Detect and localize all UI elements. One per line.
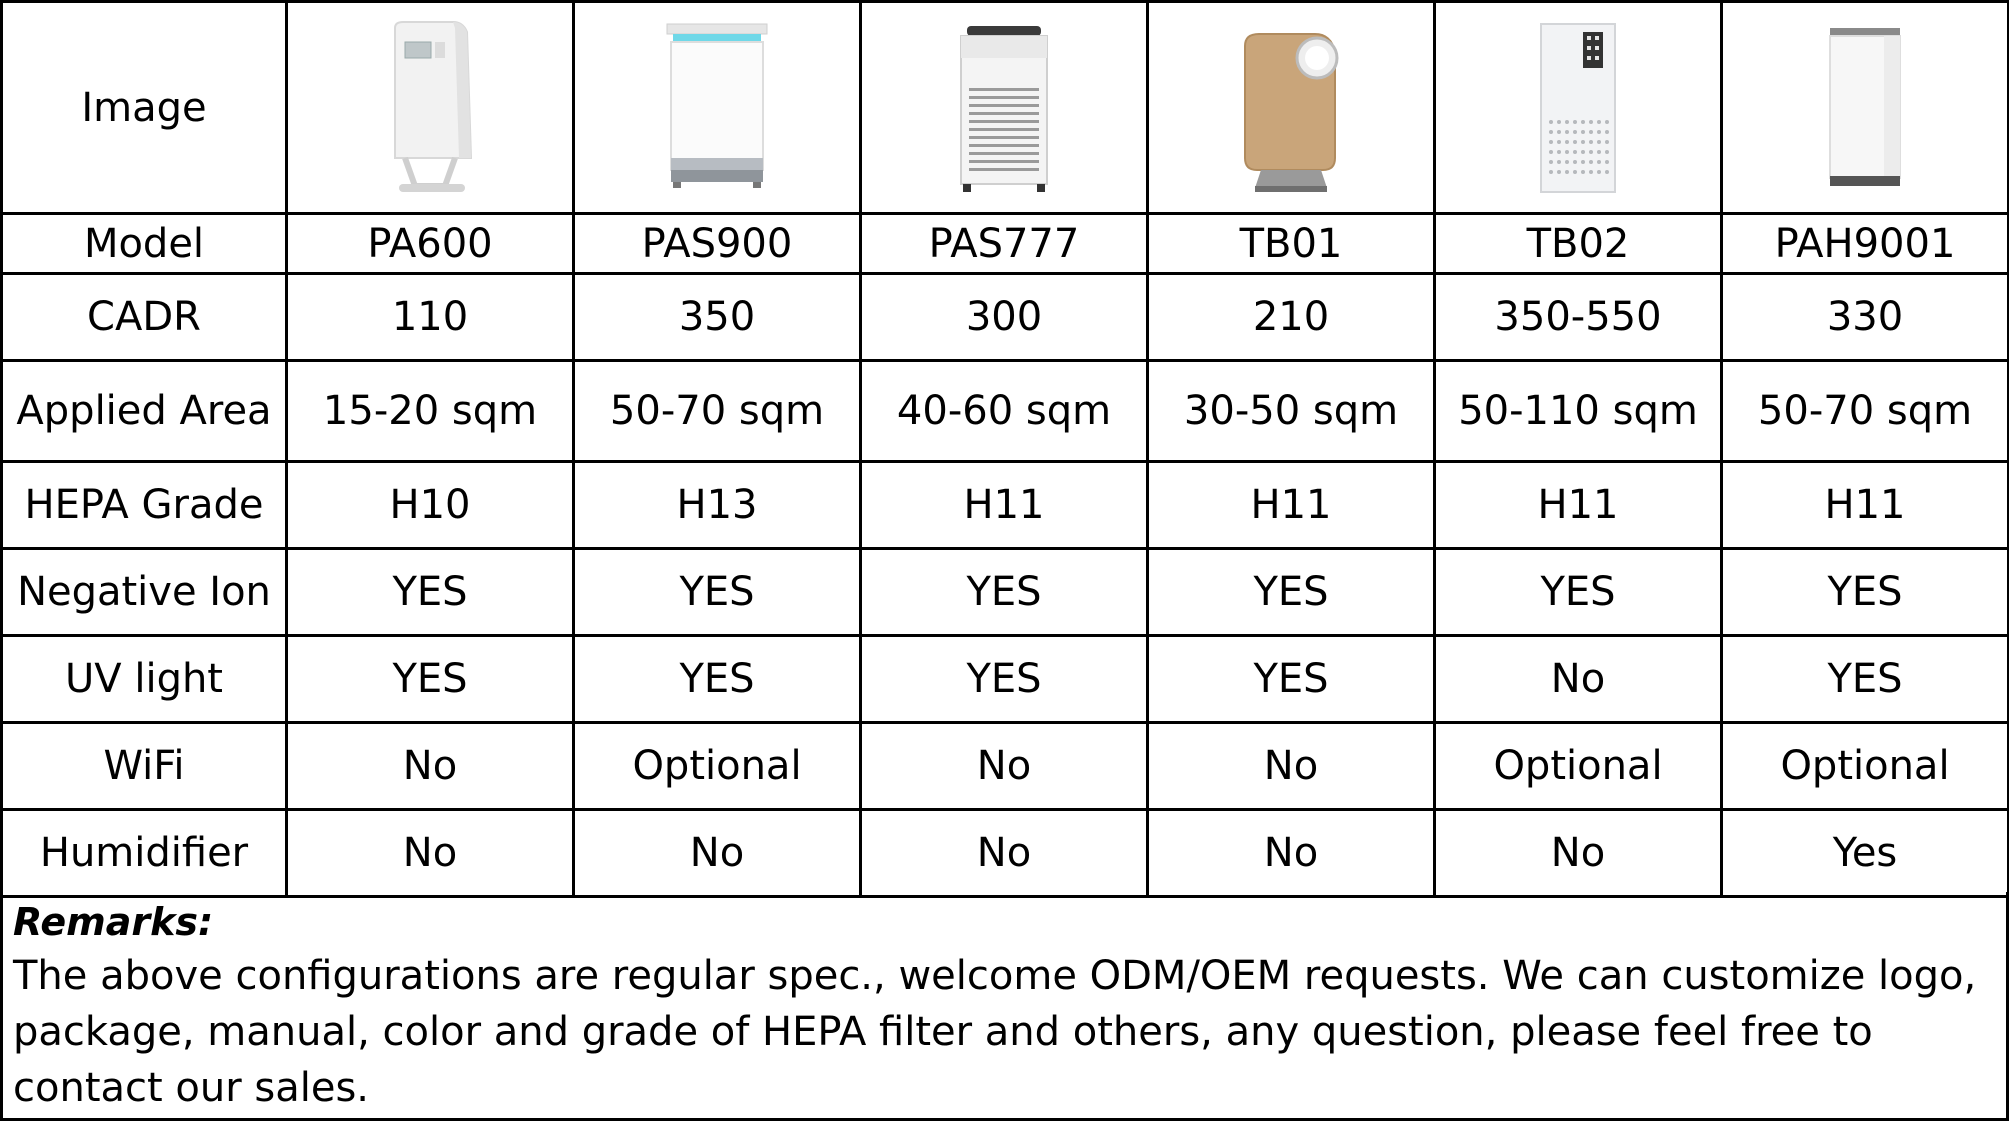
row-label-negative-ion: Negative Ion	[2, 549, 287, 636]
wifi-cell: No	[287, 723, 574, 810]
wifi-cell: Optional	[1722, 723, 2009, 810]
row-label-wifi: WiFi	[2, 723, 287, 810]
uv-light-cell: No	[1435, 636, 1722, 723]
row-label-applied-area: Applied Area	[2, 361, 287, 462]
air-purifier-tb01-icon	[1231, 18, 1351, 198]
model-cell: PAS777	[861, 214, 1148, 274]
humidifier-row	[2, 810, 2009, 897]
model-cell: PAH9001	[1722, 214, 2009, 274]
air-purifier-pas777-icon	[949, 18, 1059, 198]
humidifier-cell: No	[1148, 810, 1435, 897]
applied-area-cell: 30-50 sqm	[1148, 361, 1435, 462]
hepa-grade-cell: H11	[861, 462, 1148, 549]
row-label-cadr: CADR	[2, 274, 287, 361]
product-image-cell	[1722, 2, 2009, 214]
air-purifier-pa600-icon	[375, 18, 485, 198]
product-image-cell	[861, 2, 1148, 214]
applied-area-cell: 50-110 sqm	[1435, 361, 1722, 462]
hepa-grade-cell: H11	[1435, 462, 1722, 549]
applied-area-cell: 15-20 sqm	[287, 361, 574, 462]
air-purifier-pas900-icon	[657, 18, 777, 198]
hepa-grade-row	[2, 462, 2009, 549]
uv-light-cell: YES	[1722, 636, 2009, 723]
cadr-cell: 110	[287, 274, 574, 361]
applied-area-cell: 50-70 sqm	[1722, 361, 2009, 462]
hepa-grade-cell: H10	[287, 462, 574, 549]
product-image-cell	[1435, 2, 1722, 214]
model-cell: PAS900	[574, 214, 861, 274]
cadr-cell: 350-550	[1435, 274, 1722, 361]
uv-light-cell: YES	[861, 636, 1148, 723]
humidifier-cell: Yes	[1722, 810, 2009, 897]
cadr-cell: 350	[574, 274, 861, 361]
hepa-grade-cell: H13	[574, 462, 861, 549]
product-image-cell	[1148, 2, 1435, 214]
humidifier-cell: No	[1435, 810, 1722, 897]
cadr-cell: 300	[861, 274, 1148, 361]
model-row	[2, 214, 2009, 274]
negative-ion-row	[2, 549, 2009, 636]
product-image-cell	[574, 2, 861, 214]
humidifier-cell: No	[287, 810, 574, 897]
wifi-cell: Optional	[574, 723, 861, 810]
applied-area-cell: 50-70 sqm	[574, 361, 861, 462]
air-purifier-pah9001-icon	[1810, 18, 1920, 198]
uv-light-cell: YES	[574, 636, 861, 723]
image-row	[2, 2, 2009, 214]
applied-area-cell: 40-60 sqm	[861, 361, 1148, 462]
humidifier-cell: No	[861, 810, 1148, 897]
cadr-cell: 330	[1722, 274, 2009, 361]
remarks-title: Remarks:	[13, 900, 214, 944]
cadr-row	[2, 274, 2009, 361]
product-image-cell	[287, 2, 574, 214]
air-purifier-tb02-icon	[1523, 18, 1633, 198]
row-label-image: Image	[2, 2, 287, 214]
wifi-cell: No	[1148, 723, 1435, 810]
remarks-body: The above configurations are regular spec., welcome ODM/OEM requests. We can customize logo, package, manual, color and grade of HEPA filter and others, any question, please feel free to contact our sales.	[13, 953, 1977, 1111]
uv-light-row	[2, 636, 2009, 723]
model-cell: TB02	[1435, 214, 1722, 274]
row-label-humidifier: Humidifier	[2, 810, 287, 897]
row-label-uv-light: UV light	[2, 636, 287, 723]
remarks-box	[0, 892, 2009, 1121]
row-label-model: Model	[2, 214, 287, 274]
negative-ion-cell: YES	[1435, 549, 1722, 636]
negative-ion-cell: YES	[287, 549, 574, 636]
wifi-cell: Optional	[1435, 723, 1722, 810]
row-label-hepa-grade: HEPA Grade	[2, 462, 287, 549]
uv-light-cell: YES	[287, 636, 574, 723]
cadr-cell: 210	[1148, 274, 1435, 361]
negative-ion-cell: YES	[861, 549, 1148, 636]
wifi-cell: No	[861, 723, 1148, 810]
hepa-grade-cell: H11	[1722, 462, 2009, 549]
humidifier-cell: No	[574, 810, 861, 897]
model-cell: PA600	[287, 214, 574, 274]
negative-ion-cell: YES	[574, 549, 861, 636]
negative-ion-cell: YES	[1148, 549, 1435, 636]
model-cell: TB01	[1148, 214, 1435, 274]
wifi-row	[2, 723, 2009, 810]
negative-ion-cell: YES	[1722, 549, 2009, 636]
applied-area-row	[2, 361, 2009, 462]
uv-light-cell: YES	[1148, 636, 1435, 723]
hepa-grade-cell: H11	[1148, 462, 1435, 549]
